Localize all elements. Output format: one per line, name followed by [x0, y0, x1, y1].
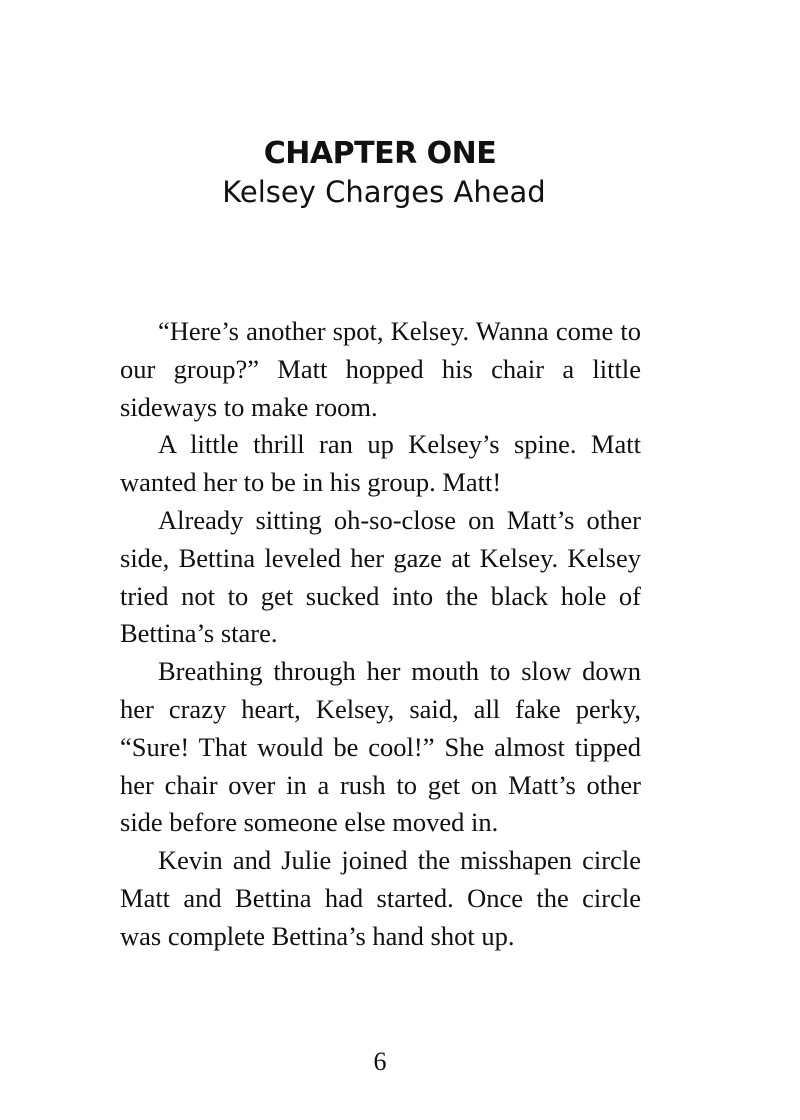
- page-number: 6: [373, 1047, 387, 1076]
- paragraph: “Here’s another spot, Kelsey. Wanna come to our group?” Matt hopped his chair a little sideways to make room.: [120, 316, 641, 422]
- paragraph: Breathing through her mouth to slow down her crazy heart, Kelsey, said, all fake perky, “Sure! That would be cool!” She almost tipped her chair over in a rush to get on Matt’s other side before someone else moved in.: [120, 656, 641, 838]
- chapter-title: Kelsey Charges Ahead: [222, 175, 546, 209]
- paragraph: A little thrill ran up Kelsey’s spine. Matt wanted her to be in his group. Matt!: [120, 429, 641, 498]
- paragraph: Kevin and Julie joined the misshapen circle Matt and Bettina had started. Once the circle was complete Bettina’s hand shot up.: [120, 845, 641, 951]
- chapter-label: CHAPTER ONE: [263, 136, 497, 171]
- paragraph: Already sitting oh-so-close on Matt’s other side, Bettina leveled her gaze at Kelsey. Kelsey tried not to get sucked into the black hole of Bettina’s stare.: [120, 504, 641, 649]
- chapter-body: [120, 313, 641, 956]
